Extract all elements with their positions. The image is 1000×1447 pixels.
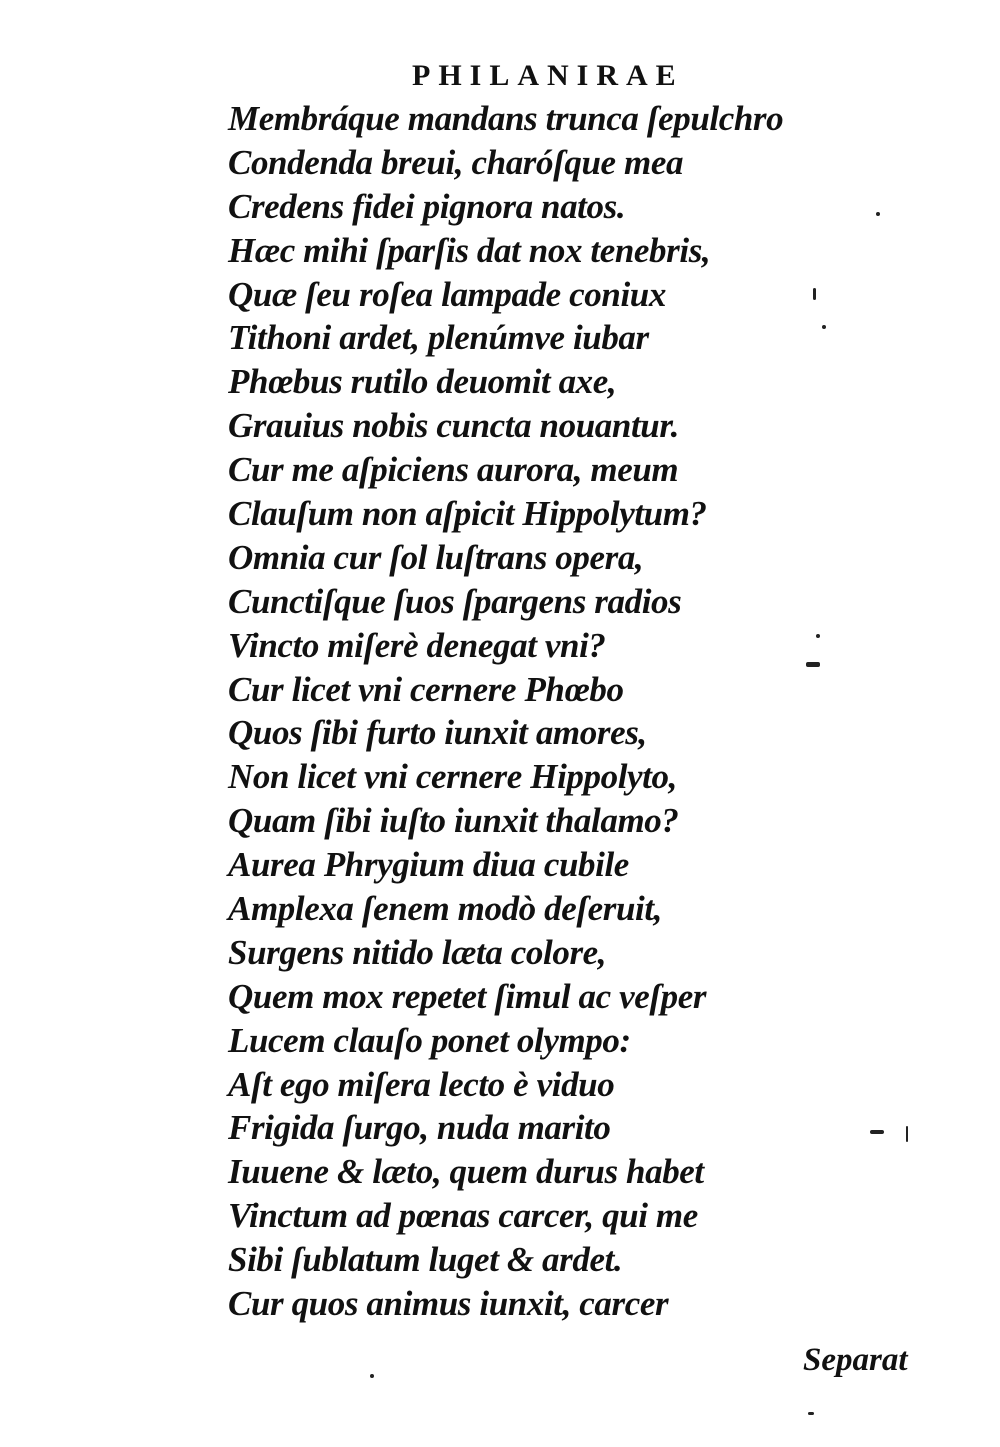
verse-line: Cur quos animus iunxit, carcer <box>228 1284 669 1324</box>
verse-line: Grauius nobis cuncta nouantur. <box>228 406 679 446</box>
verse-line: Surgens nitido læta colore, <box>228 932 607 972</box>
verse-line: Quos ſibi furto iunxit amores, <box>228 713 647 753</box>
scan-speck <box>870 1130 884 1134</box>
scan-speck <box>806 662 820 667</box>
verse-line: Quem mox repetet ſimul ac veſper <box>228 976 707 1016</box>
verse-line: Iuuene & læto, quem durus habet <box>228 1152 704 1192</box>
verse-line: Lucem clauſo ponet olympo: <box>228 1020 631 1060</box>
verse-line: Aurea Phrygium diua cubile <box>228 845 629 885</box>
verse-line: Tithoni ardet, plenúmve iubar <box>228 318 649 358</box>
scan-speck <box>370 1374 374 1378</box>
verse-line: Cunctiſque ſuos ſpargens radios <box>228 581 682 621</box>
scan-speck <box>816 634 820 638</box>
verse-line: Vincto miſerè denegat vni? <box>228 625 606 665</box>
verse-line: Membráque mandans trunca ſepulchro <box>228 99 784 138</box>
verse-line: Frigida ſurgo, nuda marito <box>228 1108 611 1148</box>
scan-speck <box>906 1126 908 1142</box>
verse-block <box>228 97 788 1326</box>
verse-line: Hæc mihi ſparſis dat nox tenebris, <box>228 230 711 270</box>
verse-line: Sibi ſublatum luget & ardet. <box>228 1240 623 1280</box>
verse-line: Omnia cur ſol luſtrans opera, <box>228 537 644 577</box>
verse-line: Amplexa ſenem modò deſeruit, <box>228 889 663 929</box>
scan-speck <box>813 288 816 300</box>
verse-line: Condenda breui, charóſque mea <box>228 142 684 182</box>
verse-line: Cur licet vni cernere Phœbo <box>228 669 624 709</box>
running-head: PHILANIRAE <box>412 59 684 92</box>
scan-speck <box>876 212 880 216</box>
scan-speck <box>822 325 826 329</box>
verse-line: Quam ſibi iuſto iunxit thalamo? <box>228 801 679 841</box>
verse-line: Vinctum ad pœnas carcer, qui me <box>228 1196 698 1236</box>
verse-line: Cur me aſpiciens aurora, meum <box>228 450 679 490</box>
scan-speck <box>808 1412 814 1415</box>
verse-line: Aſt ego miſera lecto è viduo <box>228 1064 615 1104</box>
verse-line: Phœbus rutilo deuomit axe, <box>228 362 617 402</box>
catchword: Separat <box>803 1342 908 1378</box>
verse-line: Credens fidei pignora natos. <box>228 186 626 226</box>
verse-line: Clauſum non aſpicit Hippolytum? <box>228 494 707 534</box>
verse-line: Non licet vni cernere Hippolyto, <box>228 757 677 797</box>
verse-line: Quæ ſeu roſea lampade coniux <box>228 274 666 314</box>
